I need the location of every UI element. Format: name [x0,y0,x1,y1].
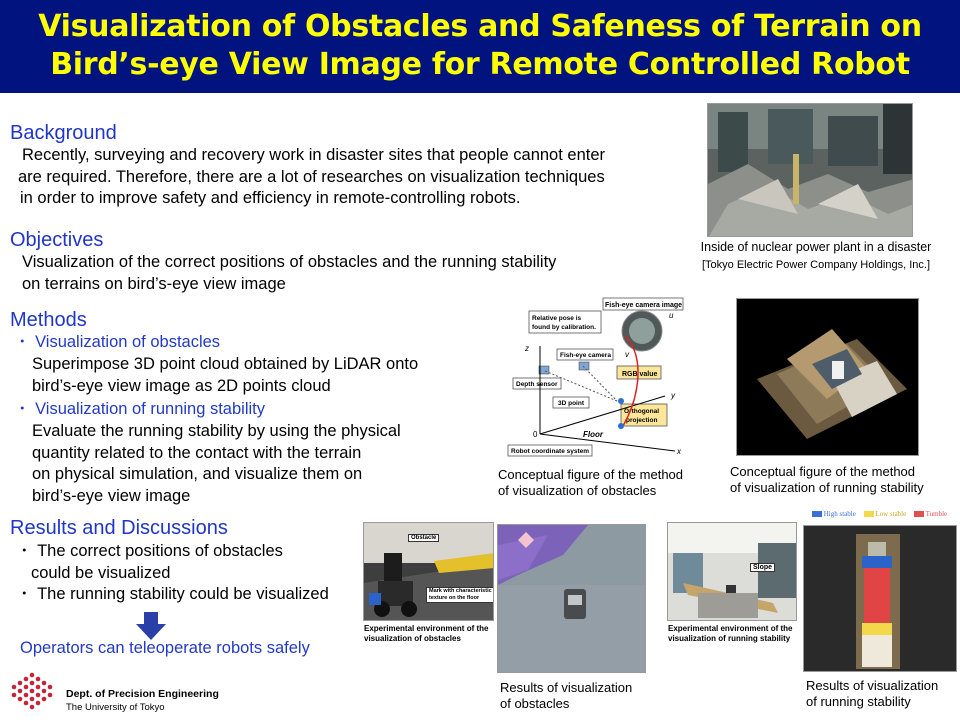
svg-text:z: z [525,344,529,353]
results-heading: Results and Discussions [10,517,228,539]
svg-text:x: x [677,447,681,456]
exp-obstacles-photo [363,522,494,621]
legend-swatch-high [812,511,822,517]
exp-stability-photo [667,522,797,621]
svg-text:u: u [669,311,674,320]
obstacle-method-diagram [505,296,695,460]
diagram-orthogonal-label: Orthogonal [624,408,660,415]
svg-text:projection: projection [626,417,658,424]
obstacle-method-caption: Conceptual figure of the method of visualization of obstacles [498,467,684,498]
legend-swatch-tumble [914,511,924,517]
diagram-floor-label: Floor [583,430,603,439]
exp-obstacles-caption: Experimental environment of the visualization of obstacles [364,624,489,643]
disaster-caption-1: Inside of nuclear power plant in a disaster [700,240,932,254]
diagram-fisheye-camera-label: Fish-eye camera [560,352,611,359]
stability-method-caption: Conceptual figure of the method of visualization of running stability [730,464,924,495]
diagram-depth-sensor-label: Depth sensor [516,381,558,388]
disaster-caption-2: [Tokyo Electric Power Company Holdings, Inc.] [701,259,931,271]
page-title: Visualization of Obstacles and Safeness of Terrain on Bird’s-eye View Image for Remote Controlled Robot [38,9,922,82]
stability-method-figure [736,298,919,456]
disaster-site-photo [707,103,913,237]
methods-item2-text: Evaluate the running stability by using the physical quantity related to the contact with the terrain on physical simulation, and visualize them on bird’s-eye view image [32,422,401,505]
down-arrow-icon [136,612,166,640]
title-banner [0,0,960,93]
diagram-relative-pose-label: Relative pose is [532,315,582,322]
diagram-robot-coord-label: Robot coordinate system [511,448,590,455]
result-stability-caption: Results of visualization of running stability [806,678,939,709]
objectives-heading: Objectives [10,229,104,251]
methods-item2-title: ・ Visualization of running stability [14,400,265,418]
result-obstacles-image [497,524,646,673]
background-text: Recently, surveying and recovery work in disaster sites that people cannot enter are required. Therefore, there are a lot of researches on visualization techniques in order to improve safety and efficiency in remote-controlling robots. [18,146,605,207]
diagram-3d-point-label: 3D point [558,400,584,407]
background-heading: Background [10,122,117,144]
diagram-rgb-label: RGB value [622,371,658,378]
result-obstacles-caption: Results of visualization of obstacles [500,680,633,711]
svg-text:v: v [625,350,629,359]
result-stability-image [803,525,957,672]
methods-item1-text: Superimpose 3D point cloud obtained by LiDAR onto bird’s-eye view image as 2D points cloud [32,355,419,395]
svg-text:0: 0 [533,430,538,439]
conclusion-text: Operators can teleoperate robots safely [20,639,310,657]
obstacle-label: Obstacle [408,534,439,542]
methods-item1-title: ・ Visualization of obstacles [14,333,221,351]
methods-heading: Methods [10,309,87,331]
university-logo-icon [4,670,62,716]
objectives-text: Visualization of the correct positions of obstacles and the running stability on terrains on bird’s-eye view image [22,253,557,293]
diagram-fisheye-image-label: Fish-eye camera image [605,302,683,309]
legend-swatch-low [864,511,874,517]
stability-legend: High stable Low stable Tumble [812,510,947,518]
exp-stability-caption: Experimental environment of the visualization of running stability [668,624,793,643]
results-text: ・ The correct positions of obstacles could be visualized ・ The running stability could be visualized [16,542,329,603]
svg-text:y: y [671,391,675,400]
mark-label: Mark with characteristic texture on the floor [426,587,494,603]
logo-text: Dept. of Precision Engineering The University of Tokyo [66,688,219,713]
slope-label: Slope [750,563,775,572]
svg-text:found by calibration.: found by calibration. [532,324,596,331]
